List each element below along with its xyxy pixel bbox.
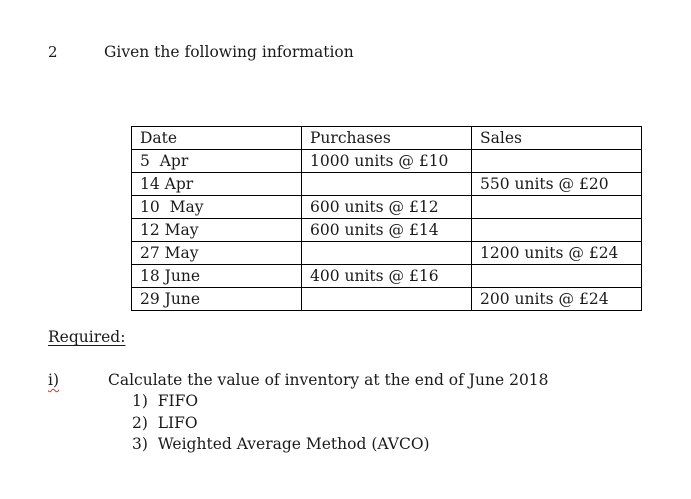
cell-date: 10 May (132, 196, 302, 219)
cell-purchases: 1000 units @ £10 (302, 150, 472, 173)
cell-sales: 550 units @ £20 (472, 173, 642, 196)
table-header-row (132, 127, 642, 150)
table-row (132, 288, 642, 311)
cell-sales (472, 196, 642, 219)
inventory-table (131, 126, 642, 311)
cell-purchases: 400 units @ £16 (302, 265, 472, 288)
cell-purchases (302, 242, 472, 265)
cell-purchases (302, 288, 472, 311)
required-heading: Required: (48, 328, 126, 346)
cell-date: 29 June (132, 288, 302, 311)
cell-date: 27 May (132, 242, 302, 265)
method-item-avco: 3) Weighted Average Method (AVCO) (132, 435, 430, 453)
cell-date: 12 May (132, 219, 302, 242)
cell-date: 14 Apr (132, 173, 302, 196)
table-row (132, 196, 642, 219)
table-row (132, 219, 642, 242)
method-list (132, 391, 430, 456)
method-item-fifo: 1) FIFO (132, 392, 199, 410)
cell-sales (472, 150, 642, 173)
cell-sales: 200 units @ £24 (472, 288, 642, 311)
header-sales: Sales (472, 127, 642, 150)
cell-purchases (302, 173, 472, 196)
cell-sales: 1200 units @ £24 (472, 242, 642, 265)
question-number: 2 (48, 43, 58, 61)
header-purchases: Purchases (302, 127, 472, 150)
part-instruction: Calculate the value of inventory at the end of June 2018 (108, 371, 549, 389)
table-row (132, 265, 642, 288)
table-row (132, 150, 642, 173)
table-row (132, 173, 642, 196)
table-row (132, 242, 642, 265)
header-date: Date (132, 127, 302, 150)
cell-date: 18 June (132, 265, 302, 288)
cell-date: 5 Apr (132, 150, 302, 173)
method-item-lifo: 2) LIFO (132, 413, 198, 432)
part-marker: i) (48, 371, 60, 389)
cell-sales (472, 219, 642, 242)
question-title: Given the following information (104, 43, 354, 61)
cell-sales (472, 265, 642, 288)
cell-purchases: 600 units @ £14 (302, 219, 472, 242)
cell-purchases: 600 units @ £12 (302, 196, 472, 219)
